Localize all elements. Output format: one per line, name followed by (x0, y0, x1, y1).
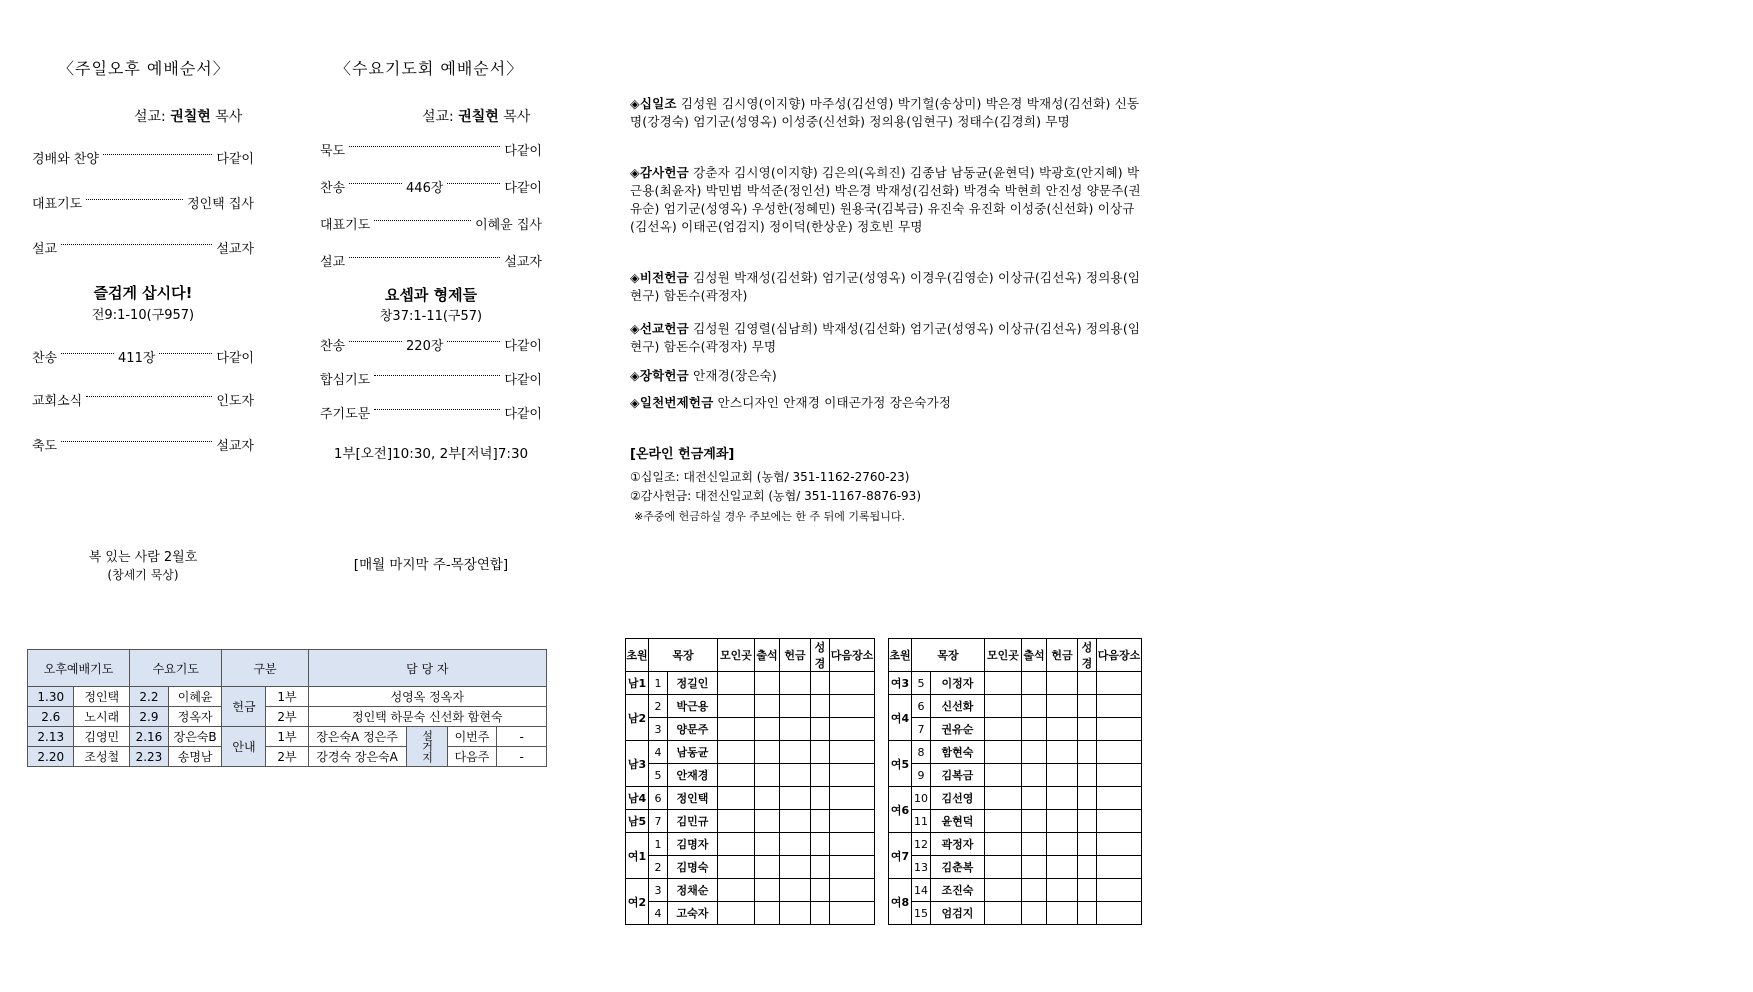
header-cell: 다음장소 (1097, 639, 1142, 672)
table-row (626, 695, 875, 718)
empty-cell[interactable] (755, 695, 780, 718)
offering-scholarship: ◈장학헌금 안재경(장은숙) (630, 368, 777, 383)
offering-thanksgiving: ◈감사헌금 강춘자 김시영(이지향) 김은의(옥희진) 김종남 남동균(윤현덕) 박광호(안지혜) 박근용(최윤자) 박민범 박석준(정인선) 박은경 박재성(김선화) 박경숙 박현희 안진성 양문주(권유순) 엄기군(성영옥) 우성한(정혜민) 원용국(김복금) 유진숙 유진화 이성중(신선화) 이상규(김선옥) 이태곤(엄검지) 정이덕(한상운) 정호빈 무명 (630, 165, 1141, 234)
empty-cell[interactable] (811, 856, 830, 879)
empty-cell[interactable] (1022, 787, 1047, 810)
table-row (889, 879, 1142, 902)
cell: 2.13 (28, 727, 74, 747)
header-cell: 출석 (755, 639, 780, 672)
empty-cell[interactable] (830, 810, 875, 833)
table-row (626, 764, 875, 787)
empty-cell[interactable] (755, 718, 780, 741)
name-cell: 정길인 (668, 672, 718, 695)
empty-cell[interactable] (1097, 741, 1142, 764)
header-cell: 초원 (889, 639, 912, 672)
cell: 이번주 (447, 727, 497, 747)
name-cell: 곽정자 (931, 833, 985, 856)
empty-cell[interactable] (811, 787, 830, 810)
wed-item-lords-prayer: 주기도문 다같이 (320, 407, 542, 422)
name-cell: 양문주 (668, 718, 718, 741)
name-cell: 김명자 (668, 833, 718, 856)
cell: 강경숙 장은숙A (308, 747, 406, 767)
wed-item-sermon: 설교 설교자 (320, 255, 542, 270)
empty-cell[interactable] (780, 902, 811, 925)
devotional-note: 복 있는 사람 2월호 (88, 550, 198, 565)
empty-cell[interactable] (718, 879, 755, 902)
cell: 다음주 (447, 747, 497, 767)
online-account-tithe: ①십일조: 대전신일교회 (농협/ 351-1162-2760-23) (630, 470, 910, 484)
empty-cell[interactable] (1078, 695, 1097, 718)
name-cell: 권유순 (931, 718, 985, 741)
group-cell: 여7 (889, 833, 912, 879)
empty-cell[interactable] (985, 741, 1022, 764)
empty-cell[interactable] (1022, 764, 1047, 787)
header-cell: 출석 (1022, 639, 1047, 672)
table-row (626, 902, 875, 925)
empty-cell[interactable] (1078, 672, 1097, 695)
empty-cell[interactable] (1078, 856, 1097, 879)
cell: 성영옥 정옥자 (308, 687, 546, 707)
attendance-header-row (889, 639, 1142, 672)
number-cell: 15 (912, 902, 931, 925)
header-cell: 모인곳 (718, 639, 755, 672)
name-cell: 조진숙 (931, 879, 985, 902)
empty-cell[interactable] (985, 695, 1022, 718)
duty-header: 담 당 자 (308, 650, 546, 687)
empty-cell[interactable] (1022, 810, 1047, 833)
header-cell: 목장 (912, 639, 985, 672)
empty-cell[interactable] (830, 741, 875, 764)
group-cell: 여1 (626, 833, 649, 879)
empty-cell[interactable] (780, 810, 811, 833)
header-cell: 성경 (811, 639, 830, 672)
cell: 2부 (266, 747, 308, 767)
empty-cell[interactable] (1097, 856, 1142, 879)
empty-cell[interactable] (811, 695, 830, 718)
wed-note: [매월 마지막 주-목장연합] (353, 557, 509, 573)
empty-cell[interactable] (718, 718, 755, 741)
number-cell: 6 (649, 787, 668, 810)
empty-cell[interactable] (830, 787, 875, 810)
wed-item-silent-prayer: 묵도 다같이 (320, 144, 542, 159)
cell: 조성철 (74, 747, 130, 767)
cell: 장은숙A 정은주 (308, 727, 406, 747)
group-cell: 여5 (889, 741, 912, 787)
group-cell: 남3 (626, 741, 649, 787)
empty-cell[interactable] (985, 902, 1022, 925)
empty-cell[interactable] (1097, 879, 1142, 902)
empty-cell[interactable] (1078, 787, 1097, 810)
empty-cell[interactable] (755, 856, 780, 879)
group-cell: 여3 (889, 672, 912, 695)
table-row (889, 718, 1142, 741)
number-cell: 1 (649, 833, 668, 856)
name-cell: 신선화 (931, 695, 985, 718)
cell: 헌금 (222, 687, 266, 727)
cell: 설거지 (406, 727, 447, 767)
cell: - (497, 727, 547, 747)
wed-item-unison-prayer: 합심기도 다같이 (320, 373, 542, 388)
table-row (626, 787, 875, 810)
sunday-preacher: 설교: 권칠현 목사 (134, 109, 243, 125)
cell: 1.30 (28, 687, 74, 707)
sunday-title: 〈주일오후 예배순서〉 (58, 59, 230, 78)
empty-cell[interactable] (755, 833, 780, 856)
number-cell: 11 (912, 810, 931, 833)
cell: 송명남 (168, 747, 222, 767)
empty-cell[interactable] (755, 672, 780, 695)
number-cell: 12 (912, 833, 931, 856)
empty-cell[interactable] (1078, 810, 1097, 833)
cell: 2.23 (130, 747, 169, 767)
group-cell: 남2 (626, 695, 649, 741)
name-cell: 김복금 (931, 764, 985, 787)
empty-cell[interactable] (1022, 879, 1047, 902)
empty-cell[interactable] (1097, 718, 1142, 741)
header-cell: 헌금 (1047, 639, 1078, 672)
empty-cell[interactable] (1047, 879, 1078, 902)
sunday-item-news: 교회소식 인도자 (32, 394, 254, 409)
empty-cell[interactable] (830, 672, 875, 695)
empty-cell[interactable] (718, 833, 755, 856)
number-cell: 10 (912, 787, 931, 810)
number-cell: 2 (649, 695, 668, 718)
number-cell: 4 (649, 741, 668, 764)
table-row (626, 741, 875, 764)
empty-cell[interactable] (811, 764, 830, 787)
empty-cell[interactable] (718, 695, 755, 718)
table-row (889, 810, 1142, 833)
empty-cell[interactable] (1022, 695, 1047, 718)
online-title: [온라인 헌금계좌] (630, 447, 735, 462)
header-cell: 목장 (649, 639, 718, 672)
cell: 2.20 (28, 747, 74, 767)
offering-thousand: ◈일천번제헌금 안스디자인 안재경 이태곤가정 장은숙가정 (630, 395, 952, 410)
table-row (28, 707, 547, 727)
sunday-sermon-ref: 전9:1-10(구957) (91, 308, 195, 323)
cell: 정인택 (74, 687, 130, 707)
empty-cell[interactable] (830, 764, 875, 787)
attendance-table-right (888, 638, 1142, 925)
empty-cell[interactable] (1022, 833, 1047, 856)
empty-cell[interactable] (985, 764, 1022, 787)
table-row (889, 856, 1142, 879)
number-cell: 1 (649, 672, 668, 695)
empty-cell[interactable] (1097, 902, 1142, 925)
cell: 2.6 (28, 707, 74, 727)
empty-cell[interactable] (1022, 672, 1047, 695)
wed-item-hymn1: 찬송 446장 다같이 (320, 181, 542, 196)
table-row (626, 810, 875, 833)
empty-cell[interactable] (830, 856, 875, 879)
table-row (626, 672, 875, 695)
empty-cell[interactable] (1047, 902, 1078, 925)
header-cell: 모인곳 (985, 639, 1022, 672)
empty-cell[interactable] (985, 856, 1022, 879)
table-row (889, 902, 1142, 925)
wed-sermon-title: 요셉과 형제들 (384, 286, 478, 304)
cell: 정인택 하문숙 신선화 함현숙 (308, 707, 546, 727)
empty-cell[interactable] (780, 741, 811, 764)
empty-cell[interactable] (718, 672, 755, 695)
empty-cell[interactable] (780, 833, 811, 856)
empty-cell[interactable] (1022, 902, 1047, 925)
name-cell: 엄검지 (931, 902, 985, 925)
empty-cell[interactable] (1097, 764, 1142, 787)
number-cell: 5 (912, 672, 931, 695)
table-row (889, 833, 1142, 856)
group-cell: 여8 (889, 879, 912, 925)
name-cell: 함현숙 (931, 741, 985, 764)
wednesday-preacher: 설교: 권칠현 목사 (422, 109, 531, 125)
empty-cell[interactable] (718, 764, 755, 787)
wed-item-prayer: 대표기도 이혜윤 집사 (320, 218, 542, 233)
duty-header-row (28, 650, 547, 687)
empty-cell[interactable] (755, 902, 780, 925)
cell: 1부 (266, 727, 308, 747)
name-cell: 김민규 (668, 810, 718, 833)
wed-item-hymn2: 찬송 220장 다같이 (320, 339, 542, 354)
empty-cell[interactable] (811, 833, 830, 856)
wednesday-title: 〈수요기도회 예배순서〉 (335, 59, 524, 78)
empty-cell[interactable] (780, 879, 811, 902)
offering-vision: ◈비전헌금 김성원 박재성(김선화) 엄기군(성영옥) 이경우(김영순) 이상규(김선옥) 정의용(임현구) 함돈수(곽정자) (630, 270, 1141, 303)
group-cell: 남1 (626, 672, 649, 695)
number-cell: 8 (912, 741, 931, 764)
name-cell: 고숙자 (668, 902, 718, 925)
empty-cell[interactable] (811, 741, 830, 764)
table-row (626, 718, 875, 741)
attendance-header-row (626, 639, 875, 672)
offering-tithe: ◈십일조 김성원 김시영(이지향) 마주성(김선영) 박기헐(송상미) 박은경 박재성(김선화) 신동명(강경숙) 엄기군(성영옥) 이성중(신선화) 정의용(임현구) 정태수(김경희) 무명 (630, 96, 1140, 129)
empty-cell[interactable] (830, 695, 875, 718)
name-cell: 김선영 (931, 787, 985, 810)
cell: 2.9 (130, 707, 169, 727)
empty-cell[interactable] (1022, 718, 1047, 741)
offering-mission: ◈선교헌금 김성원 김영렬(심남희) 박재성(김선화) 엄기군(성영옥) 이상규(김선옥) 정의용(임현구) 함돈수(곽정자) 무명 (630, 321, 1141, 354)
name-cell: 김춘복 (931, 856, 985, 879)
empty-cell[interactable] (755, 787, 780, 810)
empty-cell[interactable] (830, 902, 875, 925)
table-row (626, 879, 875, 902)
empty-cell[interactable] (811, 879, 830, 902)
empty-cell[interactable] (1097, 695, 1142, 718)
number-cell: 14 (912, 879, 931, 902)
name-cell: 김명숙 (668, 856, 718, 879)
table-row (28, 687, 547, 707)
sunday-item-benediction: 축도 설교자 (32, 439, 254, 454)
empty-cell[interactable] (780, 856, 811, 879)
empty-cell[interactable] (985, 672, 1022, 695)
empty-cell[interactable] (1022, 856, 1047, 879)
empty-cell[interactable] (1022, 741, 1047, 764)
cell: 안내 (222, 727, 266, 767)
empty-cell[interactable] (811, 718, 830, 741)
name-cell: 안재경 (668, 764, 718, 787)
table-row (889, 741, 1142, 764)
table-row (889, 695, 1142, 718)
cell: - (497, 747, 547, 767)
cell: 정옥자 (168, 707, 222, 727)
online-account-thanks: ②감사헌금: 대전신일교회 (농협/ 351-1167-8876-93) (630, 489, 921, 503)
empty-cell[interactable] (1047, 695, 1078, 718)
duty-header: 수요기도 (130, 650, 222, 687)
empty-cell[interactable] (830, 833, 875, 856)
cell: 장은숙B (168, 727, 222, 747)
name-cell: 박근용 (668, 695, 718, 718)
empty-cell[interactable] (755, 810, 780, 833)
sunday-item-worship: 경배와 찬양 다같이 (32, 152, 254, 167)
empty-cell[interactable] (1047, 718, 1078, 741)
table-row (889, 787, 1142, 810)
attendance-table-left (625, 638, 875, 925)
empty-cell[interactable] (780, 787, 811, 810)
group-cell: 남4 (626, 787, 649, 810)
empty-cell[interactable] (780, 764, 811, 787)
empty-cell[interactable] (985, 810, 1022, 833)
name-cell: 정채순 (668, 879, 718, 902)
empty-cell[interactable] (718, 902, 755, 925)
table-row (28, 747, 547, 767)
empty-cell[interactable] (1078, 741, 1097, 764)
sunday-item-hymn: 찬송 411장 다같이 (32, 351, 254, 366)
empty-cell[interactable] (755, 764, 780, 787)
empty-cell[interactable] (830, 718, 875, 741)
sunday-item-prayer: 대표기도 정인택 집사 (32, 197, 254, 212)
empty-cell[interactable] (985, 879, 1022, 902)
number-cell: 7 (649, 810, 668, 833)
empty-cell[interactable] (1097, 833, 1142, 856)
empty-cell[interactable] (830, 879, 875, 902)
number-cell: 7 (912, 718, 931, 741)
empty-cell[interactable] (1047, 810, 1078, 833)
table-row (626, 833, 875, 856)
duty-header: 구분 (222, 650, 308, 687)
empty-cell[interactable] (1078, 718, 1097, 741)
empty-cell[interactable] (1097, 810, 1142, 833)
cell: 1부 (266, 687, 308, 707)
empty-cell[interactable] (755, 879, 780, 902)
empty-cell[interactable] (1078, 879, 1097, 902)
table-row (889, 672, 1142, 695)
empty-cell[interactable] (718, 787, 755, 810)
empty-cell[interactable] (718, 856, 755, 879)
number-cell: 9 (912, 764, 931, 787)
number-cell: 3 (649, 879, 668, 902)
table-row (626, 856, 875, 879)
wed-times: 1부[오전]10:30, 2부[저녁]7:30 (333, 446, 529, 462)
empty-cell[interactable] (1097, 787, 1142, 810)
name-cell: 남동균 (668, 741, 718, 764)
sunday-sermon-title: 즐겁게 삽시다! (93, 284, 193, 302)
empty-cell[interactable] (811, 810, 830, 833)
duty-table (27, 649, 547, 767)
group-cell: 남5 (626, 810, 649, 833)
empty-cell[interactable] (1047, 764, 1078, 787)
online-note: ※주중에 헌금하실 경우 주보에는 한 주 뒤에 기록됩니다. (634, 510, 905, 523)
empty-cell[interactable] (755, 741, 780, 764)
wed-sermon-ref: 창37:1-11(구57) (379, 309, 483, 324)
name-cell: 정인택 (668, 787, 718, 810)
empty-cell[interactable] (985, 833, 1022, 856)
duty-header: 오후예배기도 (28, 650, 130, 687)
table-row (889, 764, 1142, 787)
empty-cell[interactable] (780, 695, 811, 718)
empty-cell[interactable] (1078, 764, 1097, 787)
empty-cell[interactable] (811, 902, 830, 925)
cell: 노시래 (74, 707, 130, 727)
header-cell: 성경 (1078, 639, 1097, 672)
cell: 2부 (266, 707, 308, 727)
cell: 2.2 (130, 687, 169, 707)
empty-cell[interactable] (1047, 741, 1078, 764)
empty-cell[interactable] (811, 672, 830, 695)
empty-cell[interactable] (780, 672, 811, 695)
group-cell: 여6 (889, 787, 912, 833)
header-cell: 헌금 (780, 639, 811, 672)
empty-cell[interactable] (985, 718, 1022, 741)
empty-cell[interactable] (1047, 787, 1078, 810)
devotional-subnote: (창세기 묵상) (107, 568, 179, 582)
empty-cell[interactable] (1047, 833, 1078, 856)
cell: 김영민 (74, 727, 130, 747)
empty-cell[interactable] (1078, 833, 1097, 856)
empty-cell[interactable] (718, 741, 755, 764)
empty-cell[interactable] (985, 787, 1022, 810)
empty-cell[interactable] (1078, 902, 1097, 925)
name-cell: 윤현덕 (931, 810, 985, 833)
name-cell: 이정자 (931, 672, 985, 695)
number-cell: 3 (649, 718, 668, 741)
header-cell: 초원 (626, 639, 649, 672)
empty-cell[interactable] (780, 718, 811, 741)
number-cell: 6 (912, 695, 931, 718)
empty-cell[interactable] (1097, 672, 1142, 695)
cell: 이혜윤 (168, 687, 222, 707)
number-cell: 2 (649, 856, 668, 879)
cell: 2.16 (130, 727, 169, 747)
group-cell: 여4 (889, 695, 912, 741)
number-cell: 4 (649, 902, 668, 925)
header-cell: 다음장소 (830, 639, 875, 672)
empty-cell[interactable] (718, 810, 755, 833)
empty-cell[interactable] (1047, 856, 1078, 879)
number-cell: 5 (649, 764, 668, 787)
empty-cell[interactable] (1047, 672, 1078, 695)
group-cell: 여2 (626, 879, 649, 925)
table-row (28, 727, 547, 747)
sunday-item-sermon: 설교 설교자 (32, 242, 254, 257)
number-cell: 13 (912, 856, 931, 879)
